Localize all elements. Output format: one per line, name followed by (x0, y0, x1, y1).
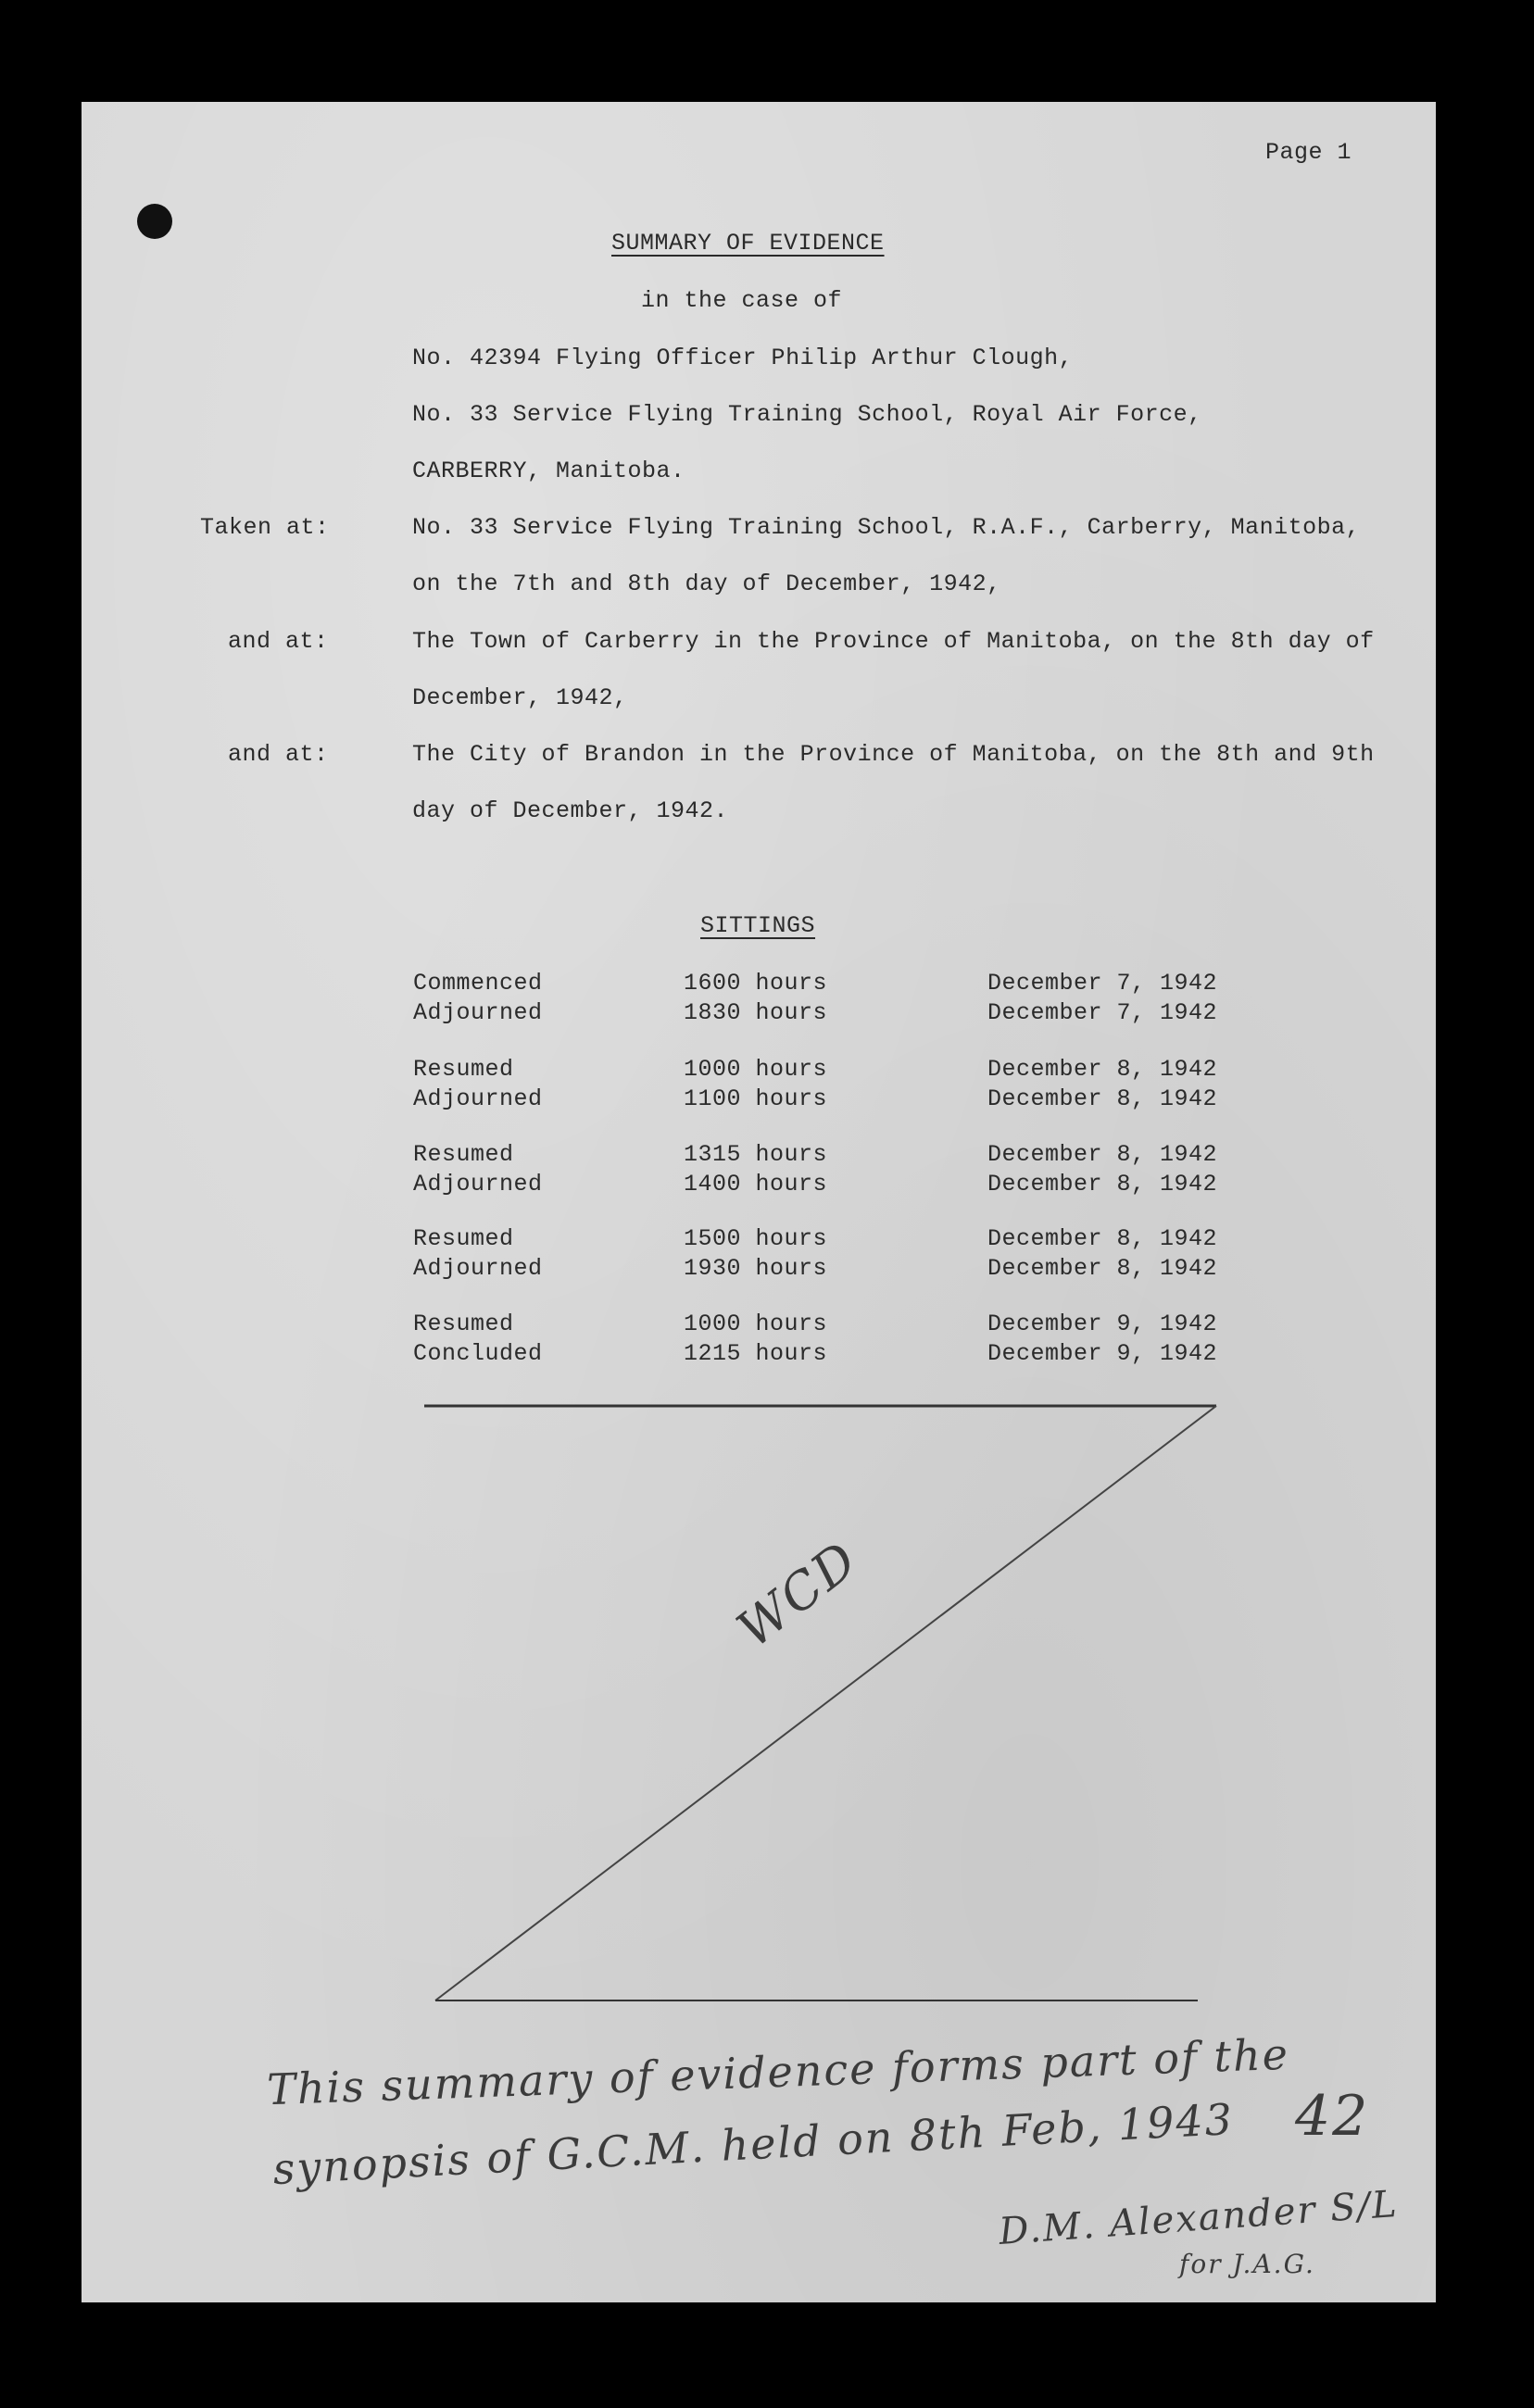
sitting-time: 1100 hours (684, 1085, 828, 1112)
document-subtitle: in the case of (641, 287, 843, 314)
sitting-event: Concluded (413, 1340, 543, 1367)
sitting-event: Adjourned (413, 1255, 543, 1282)
document-page (82, 102, 1436, 2302)
sitting-time: 1930 hours (684, 1255, 828, 1282)
sitting-event: Adjourned (413, 1085, 543, 1112)
cancellation-strike (82, 102, 1436, 2302)
location-line: No. 33 Service Flying Training School, R.A.F., Carberry, Manitoba, (412, 514, 1361, 541)
sitting-time: 1315 hours (684, 1141, 828, 1168)
sitting-time: 1500 hours (684, 1225, 828, 1252)
sitting-time: 1000 hours (684, 1056, 828, 1083)
sitting-event: Adjourned (413, 999, 543, 1026)
sitting-date: December 8, 1942 (987, 1056, 1218, 1083)
handwritten-initials: WCD (726, 1529, 870, 1660)
location-label: Taken at: (200, 514, 330, 541)
case-line: No. 42394 Flying Officer Philip Arthur Clough, (412, 345, 1074, 371)
sitting-event: Resumed (413, 1311, 514, 1337)
location-line: The City of Brandon in the Province of Manitoba, on the 8th and 9th (412, 741, 1375, 768)
sitting-time: 1215 hours (684, 1340, 828, 1367)
sitting-date: December 9, 1942 (987, 1340, 1218, 1367)
sitting-time: 1830 hours (684, 999, 828, 1026)
sitting-date: December 8, 1942 (987, 1085, 1218, 1112)
location-label: and at: (228, 741, 329, 768)
handwritten-note-line: synopsis of G.C.M. held on 8th Feb, 1943 (271, 2093, 1236, 2195)
page-number: Page 1 (1265, 139, 1352, 166)
handwritten-note-line: This summary of evidence forms part of the (266, 2028, 1290, 2115)
sitting-date: December 7, 1942 (987, 999, 1218, 1026)
sitting-date: December 8, 1942 (987, 1225, 1218, 1252)
document-title: SUMMARY OF EVIDENCE (611, 230, 885, 257)
sitting-date: December 8, 1942 (987, 1171, 1218, 1198)
sitting-date: December 8, 1942 (987, 1255, 1218, 1282)
case-line: CARBERRY, Manitoba. (412, 458, 685, 484)
location-line: on the 7th and 8th day of December, 1942, (412, 571, 1001, 597)
sitting-date: December 9, 1942 (987, 1311, 1218, 1337)
sitting-date: December 7, 1942 (987, 970, 1218, 997)
sitting-event: Resumed (413, 1141, 514, 1168)
diagonal-strike (435, 1406, 1216, 2000)
handwritten-margin-number: 42 (1295, 2084, 1370, 2149)
handwritten-signature-sub: for J.A.G. (1179, 2249, 1315, 2279)
location-line: The Town of Carberry in the Province of Manitoba, on the 8th day of (412, 628, 1375, 655)
sitting-time: 1400 hours (684, 1171, 828, 1198)
case-line: No. 33 Service Flying Training School, Royal Air Force, (412, 401, 1202, 428)
location-label: and at: (228, 628, 329, 655)
sitting-event: Commenced (413, 970, 543, 997)
sitting-event: Adjourned (413, 1171, 543, 1198)
sitting-event: Resumed (413, 1056, 514, 1083)
sittings-heading: SITTINGS (700, 912, 816, 939)
sitting-date: December 8, 1942 (987, 1141, 1218, 1168)
handwritten-signature: D.M. Alexander S/L (997, 2182, 1400, 2254)
sitting-time: 1000 hours (684, 1311, 828, 1337)
sitting-event: Resumed (413, 1225, 514, 1252)
location-line: December, 1942, (412, 684, 628, 711)
location-line: day of December, 1942. (412, 797, 729, 824)
sitting-time: 1600 hours (684, 970, 828, 997)
